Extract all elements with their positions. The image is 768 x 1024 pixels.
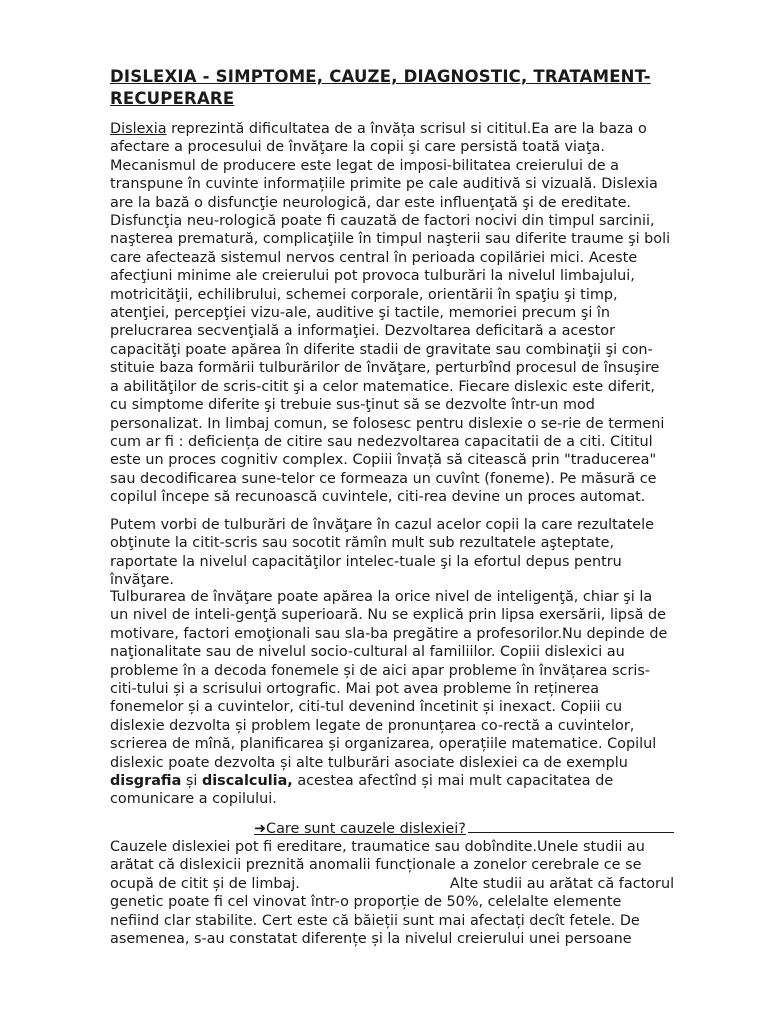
text-line: afectare a procesului de învăţare la copii şi care persistă toată viaţa. <box>110 139 605 156</box>
text-line: dislexic poate dezvolta și alte tulburări asociate dislexiei ca de exemplu <box>110 754 628 771</box>
term-discalculia: discalculia, <box>201 773 293 790</box>
text-line: raportate la nivelul capacităţilor intelec-tuale şi la efortul depus pentru <box>110 553 622 570</box>
text-line: motricităţii, echilibrului, schemei corporale, orientării în spaţiu şi timp, <box>110 286 618 303</box>
text-line: atenţiei, percepţiei vizu-ale, auditive şi tactile, memoriei precum şi în <box>110 305 611 322</box>
text-line: sau decodificarea sune-telor ce formeaza un cuvînt (foneme). Pe măsură ce <box>110 470 657 487</box>
text-line: comunicare a copilului. <box>110 791 277 808</box>
text-line-part: Alte studii au arătat că factorul <box>449 875 675 892</box>
text-line: probleme în a decoda fonemele și de aici apar probleme în învățarea scris- <box>110 662 651 679</box>
text-line <box>110 772 720 790</box>
text-line: obţinute la citit-scris sau socotit rămîn mult sub rezultatele aşteptate, <box>110 535 615 552</box>
text-line-rest: reprezintă dificultatea de a învăța scrisul si cititul.Ea are la baza o <box>166 121 647 137</box>
text-line: care afectează sistemul nervos central în perioada copilăriei mici. Aceste <box>110 249 638 266</box>
text-line-part: ocupă de citit și de limbaj. <box>110 875 300 892</box>
text-line: citi-tului și a scrisului ortografic. Mai pot avea probleme în reținerea <box>110 681 600 698</box>
text-line: cu simptome diferite şi trebuie sus-ţinut să se dezvolte într-un mod <box>110 397 595 414</box>
title-text: DISLEXIA - SIMPTOME, CAUZE, DIAGNOSTIC, TRATAMENT- RECUPERARE <box>110 67 651 108</box>
text-line: Tulburarea de învăţare poate apărea la orice nivel de inteligenţă, chiar şi la <box>110 589 653 605</box>
term-dislexia: Dislexia <box>110 121 167 137</box>
text-line: scrierea de mînă, planificarea și organizarea, operațiile matematice. Copilul <box>110 736 657 753</box>
text-line: cum ar fi : deficiența de citire sau nedezvoltarea capacitatii de a citi. Cititul <box>110 433 653 450</box>
text-line: capacităţi poate apărea în diferite stadii de gravitate sau combinaţii şi con- <box>110 341 653 358</box>
text-line: transpune în cuvinte informațiile primite pe cale auditivă si vizuală. Dislexia <box>110 176 658 193</box>
text-line <box>110 120 720 138</box>
text-line-rest: acestea afectînd și mai mult capacitatea de <box>292 773 614 790</box>
paragraph-causes <box>110 838 720 948</box>
heading-rule <box>468 820 674 833</box>
text-line: Putem vorbi de tulburări de învăţare în cazul acelor copii la care rezultatele <box>110 517 654 533</box>
term-disgrafia: disgrafia <box>110 773 182 790</box>
text-line: stituie baza formării tulburărilor de învăţare, perturbînd procesul de însuşire <box>110 360 660 377</box>
document-title <box>110 66 720 110</box>
text-line: Cauzele dislexiei pot fi ereditare, traumatice sau dobîndite.Unele studii au <box>110 839 645 855</box>
text-line: nefiind clar stabilite. Cert este că băieții sunt mai afectați decît fetele. De <box>110 912 640 929</box>
text-line: prelucrarea secvenţială a informaţiei. Dezvoltarea deficitară a acestor <box>110 323 616 340</box>
text-line: a abilităţilor de scris-citit şi a celor matematice. Fiecare dislexic este diferit, <box>110 378 656 395</box>
paragraph-definition <box>110 120 720 507</box>
text-line: dislexie dezvolta și problem legate de pronunțarea co-rectă a cuvintelor, <box>110 717 635 734</box>
text-line: are la bază o disfuncţie neurologică, dar este influenţată şi de ereditate. <box>110 194 631 211</box>
text-line: învăţare. <box>110 572 174 589</box>
text-line: un nivel de inteli-genţă superioară. Nu se explică prin lipsa exersării, lipsă de <box>110 607 666 624</box>
text-line: motivare, factori emoţionali sau sla-ba pregătire a profesorilor.Nu depinde de <box>110 625 668 642</box>
text-line: afecţiuni minime ale creierului pot provoca tulburări la nivelul limbajului, <box>110 268 635 285</box>
text-line: personalizat. In limbaj comun, se folosesc pentru dislexie o se-rie de termeni <box>110 415 665 432</box>
heading-text: ➜Care sunt cauzele dislexiei? <box>254 821 466 837</box>
section-heading-causes <box>110 820 714 838</box>
text-line: Disfuncţia neu-rologică poate fi cauzată de factori nocivi din timpul sarcinii, <box>110 213 655 230</box>
text-line: copilul începe să recunoască cuvintele, citi-rea devine un proces automat. <box>110 489 646 506</box>
text-line: naşterea prematură, complicaţiile în timpul naşterii sau diferite traume şi boli <box>110 231 671 248</box>
paragraph-disorder-details <box>110 588 720 809</box>
conjunction: și <box>181 773 202 790</box>
text-line: Mecanismul de producere este legat de imposi-bilitatea creierului de a <box>110 157 619 174</box>
text-line: este un proces cognitiv complex. Copiii învață să citească prin "traducerea" <box>110 452 657 469</box>
text-line: genetic poate fi cel vinovat într-o proporție de 50%, celelalte elemente <box>110 894 622 911</box>
text-line: fonemelor și a cuvintelor, citi-tul devenind încetinit și inexact. Copiii cu <box>110 699 623 716</box>
text-line: asemenea, s-au constatat diferențe și la nivelul creierului unei persoane <box>110 931 632 948</box>
text-line <box>110 875 720 893</box>
text-line: arătat că dislexicii preznită anomalii funcționale a zonelor cerebrale ce se <box>110 857 642 874</box>
text-line: naţionalitate sau de nivelul socio-cultural al familiilor. Copiii dislexici au <box>110 644 625 661</box>
paragraph-learning-disorders <box>110 516 720 590</box>
